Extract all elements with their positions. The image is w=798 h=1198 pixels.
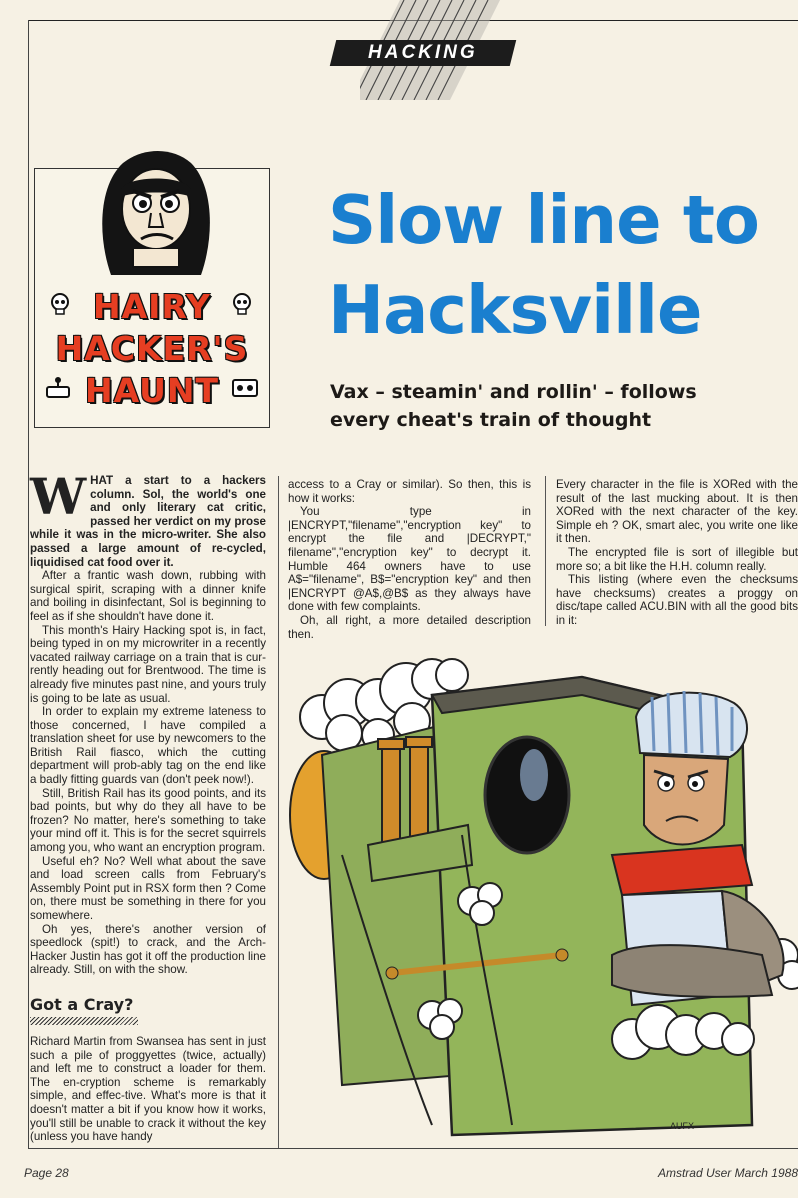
article-intro [30, 467, 266, 569]
issue-footer: Amstrad User March 1988 [657, 1166, 798, 1180]
headline-line-2: Hacksville [328, 271, 702, 349]
column-rule [278, 476, 279, 1148]
column-rule [545, 476, 546, 626]
standfirst [330, 378, 730, 434]
article-paragraph: After a frantic wash down, rubbing with surgical spirit, scraping with a dinner knife and boiling in disinfectant, Sol is beginning to feel as if she shouldn't have done it. [30, 569, 266, 623]
article-paragraph: You type in |ENCRYPT,"filename","encryption key" to encrypt the file and |DECRYPT," filename","encryption key" to decrypt it. Humble 464 owners have to use A$="filename", B$="encryption key" and then |ENCRYPT @A$,@B$ as they always have done with few complaints. [288, 505, 531, 614]
headline [328, 175, 798, 355]
article-column-3 [556, 478, 798, 628]
article-paragraph: access to a Cray or similar). So then, this is how it works: [288, 478, 531, 505]
page-number: Page 28 [24, 1166, 69, 1180]
article-paragraph: Useful eh? No? Well what about the save and load screen calls from February's Assembly Point put in RSX form then ? Come on, there must be something in there for you somewhere. [30, 854, 266, 922]
intro-text: HAT a start to a hackers column. Sol, the world's one and only literary cat critic, passed her verdict on my prose while it was in the micro-writer. She also passed a large amount of re-cycled, liquidised cat food over it. [30, 474, 266, 569]
article-column-1 [30, 467, 266, 1144]
section-tag [330, 40, 516, 66]
logo-line-hairy: HAIRY [93, 287, 211, 326]
article-column-2 [288, 478, 531, 641]
article-paragraph: Oh, all right, a more detailed description then. [288, 613, 531, 641]
article-paragraph: Every character in the file is XORed with the result of the last mucking about. It is then XORed with the next character of the key. Simple eh ? OK, smart alec, you write one like it then. [556, 478, 798, 546]
drop-cap: W [30, 467, 87, 526]
hacker-face-icon [93, 145, 219, 285]
standfirst-line-1: Vax – steamin' and rollin' – follows [330, 381, 697, 403]
hairy-hacker-logo [34, 168, 270, 428]
cross-heading: Got a Cray? [30, 994, 134, 1014]
cross-heading-hatch [30, 1017, 138, 1025]
artist-signature: AUFX [670, 1121, 695, 1131]
headline-line-1: Slow line to [328, 181, 759, 259]
article-paragraph: Still, British Rail has its good points, and its bad points, but why do they all have to be frozen? No matter, here's something to take your mind off it. This is for the secret squirrels among you, who want an encryption program. [30, 786, 266, 855]
article-paragraph: This month's Hairy Hacking spot is, in fact, being typed in on my microwriter in a recently vacated railway carriage on a train that is cur-rently heading out for Brentwood. The time is already five minutes past nine, and yours truly is going to be late as usual. [30, 623, 266, 705]
article-paragraph: Richard Martin from Swansea has sent in just such a pile of proggyettes (twice, actually) and left me to construct a loader for them. The en-cryption scheme is remarkably simple, and effec-tive. What's more is that it doesn't matter a bit if you know how it works, you'll still be unable to crack it without the key (unless you have handy [30, 1034, 266, 1144]
logo-line-haunt: HAUNT [84, 371, 220, 410]
standfirst-line-2: every cheat's train of thought [330, 409, 652, 431]
article-paragraph: The encrypted file is sort of illegible but more so; a bit like the H.H. column really. [556, 545, 798, 573]
frame-left-rule [28, 20, 29, 1148]
frame-bottom-rule [28, 1148, 798, 1149]
steam-engine-illustration [282, 655, 798, 1145]
section-label: HACKING [368, 42, 478, 63]
article-paragraph: In order to explain my extreme lateness to those concerned, I have compiled a translation sheet for use by newcomers to the British Rail fiasco, which the cutting department will prob-ably tag on the end like a badly fitting guards van (don't peek now!). [30, 705, 266, 787]
article-paragraph: Oh yes, there's another version of speedlock (spit!) to crack, and the Arch-Hacker Justin has got it off the production line already. Still, on with the show. [30, 922, 266, 977]
logo-line-hackers: HACKER'S [55, 329, 249, 368]
article-paragraph: This listing (where even the checksums have checksums) creates a proggy on disc/tape called ACU.BIN with all the good bits in it: [556, 573, 798, 627]
